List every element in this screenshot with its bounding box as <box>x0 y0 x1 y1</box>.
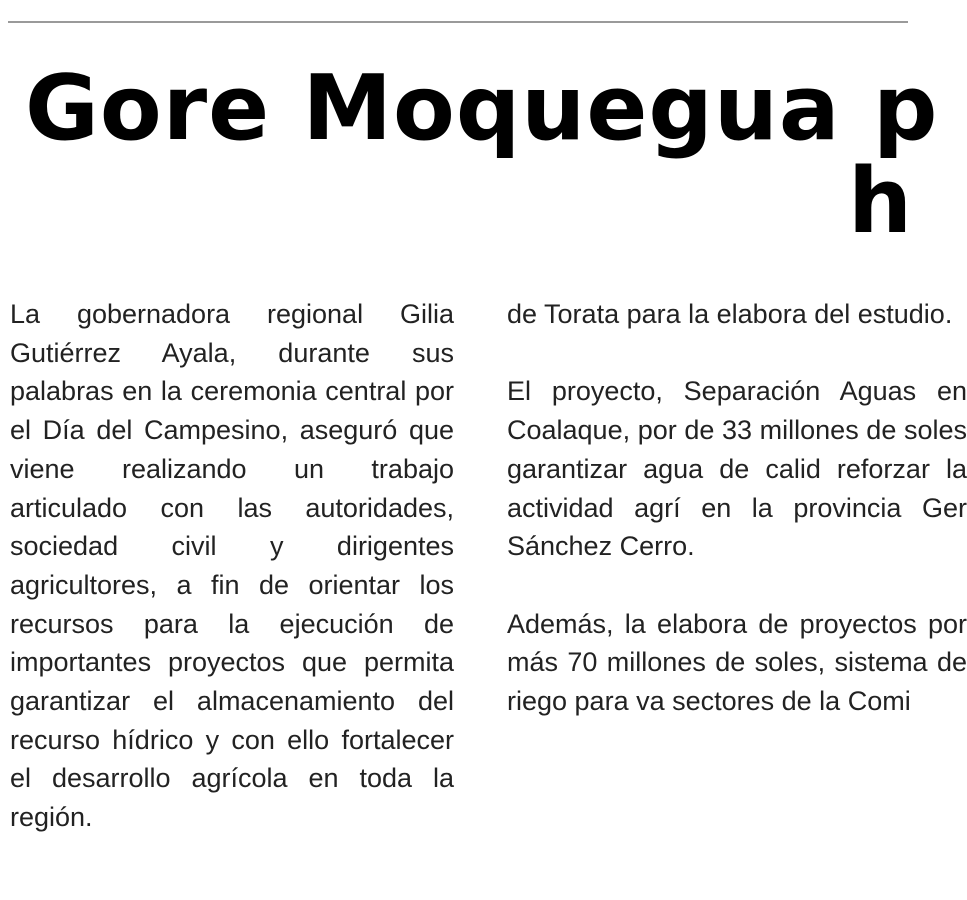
paragraph-right-2: El proyecto, Separación Aguas en Coalaque, por de 33 millones de soles garantizar agua de calid reforzar la actividad agrí en la provincia Ger Sánchez Cerro. <box>507 376 967 562</box>
article-column-left <box>10 295 454 876</box>
article-column-right <box>507 295 967 759</box>
top-divider-rule <box>8 21 908 23</box>
paragraph-left-1: La gobernadora regional Gilia Gutiérrez Ayala, durante sus palabras en la ceremonia central por el Día del Campesino, aseguró que viene realizando un trabajo articulado con las autoridades, sociedad civil y dirigentes agricultores, a fin de orientar los recursos para la ejecución de importantes proyectos que permita garantizar el almacenamiento del recurso hídrico y con ello fortalecer el desarrollo agrícola en toda la región. <box>10 299 454 833</box>
paragraph-right-3: Además, la elabora de proyectos por más 70 millones de soles, sistema de riego para va sectores de la Comi <box>507 608 967 716</box>
headline-line-2: h <box>848 149 914 254</box>
paragraph-right-1: de Torata para la elabora del estudio. <box>507 299 953 329</box>
headline-line-1: Gore Moquegua p <box>25 56 939 161</box>
